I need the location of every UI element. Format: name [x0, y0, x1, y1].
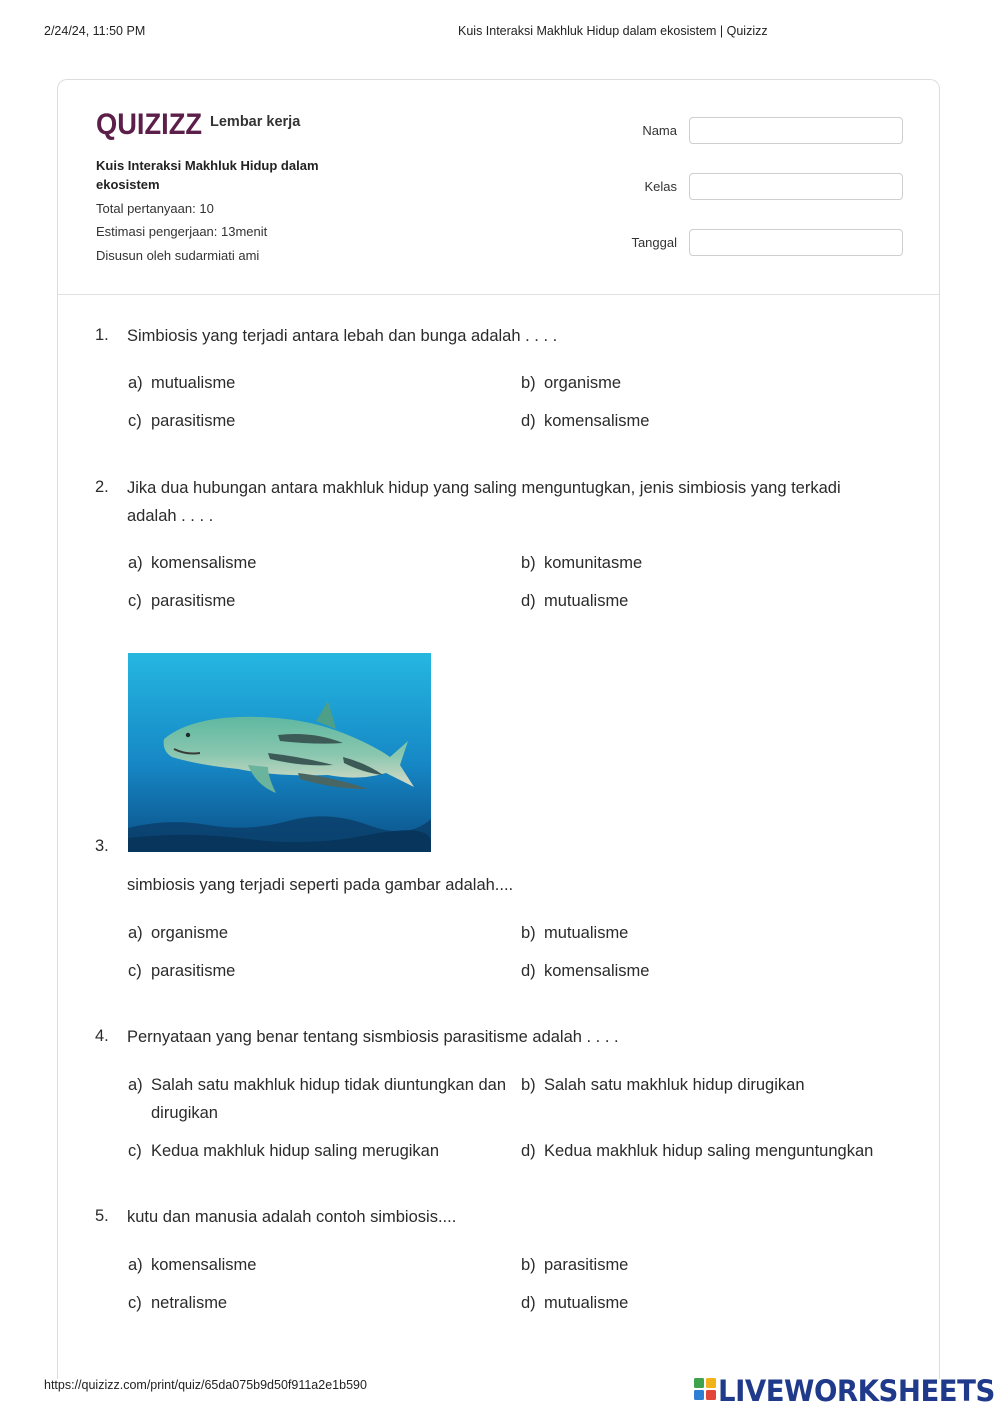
quizizz-logo [96, 106, 204, 140]
option-text: komensalisme [544, 412, 650, 430]
print-page-title: Kuis Interaksi Makhluk Hidup dalam ekosistem | Quizizz [458, 24, 768, 38]
name-field[interactable] [689, 117, 903, 144]
total-questions: Total pertanyaan: 10 [96, 201, 214, 216]
liveworksheets-text: LIVEWORKSHEETS [718, 1374, 995, 1408]
quiz-title: Kuis Interaksi Makhluk Hidup dalam ekosistem [96, 158, 319, 192]
option-letter: b) [521, 374, 536, 392]
option-letter: a) [128, 374, 143, 392]
footer-url: https://quizizz.com/print/quiz/65da075b9d50f911a2e1b590 [44, 1378, 367, 1392]
liveworksheets-badge-icon [694, 1378, 716, 1400]
option-letter: d) [521, 412, 536, 430]
option-text: mutualisme [544, 924, 629, 942]
option-text: komunitasme [544, 554, 643, 572]
option-text: komensalisme [544, 962, 650, 980]
option-letter: c) [128, 1294, 142, 1312]
option-text: organisme [544, 374, 622, 392]
worksheet-header [58, 80, 939, 295]
option-text: netralisme [151, 1294, 228, 1312]
question-text: Pernyataan yang benar tentang sismbiosis parasitisme adalah . . . . [127, 1028, 619, 1046]
option-text: Salah satu makhluk hidup tidak diuntungkan dan dirugikan [151, 1076, 506, 1122]
option-letter: b) [521, 554, 536, 572]
option-text: komensalisme [151, 1256, 257, 1274]
option-letter: b) [521, 1256, 536, 1274]
option-text: Kedua makhluk hidup saling menguntungkan [544, 1142, 874, 1160]
question-number: 4. [95, 1027, 109, 1045]
worksheet-label: Lembar kerja [210, 114, 301, 130]
option-letter: d) [521, 962, 536, 980]
question-number: 2. [95, 478, 109, 496]
option-letter: a) [128, 924, 143, 942]
question-text: Simbiosis yang terjadi antara lebah dan bunga adalah . . . . [127, 327, 558, 345]
shark-remora-image [128, 653, 431, 852]
option-text: mutualisme [544, 592, 629, 610]
option-letter: a) [128, 554, 143, 572]
question-text: simbiosis yang terjadi seperti pada gambar adalah.... [127, 876, 514, 894]
option-letter: b) [521, 1076, 536, 1094]
question-text: kutu dan manusia adalah contoh simbiosis.... [127, 1208, 457, 1226]
option-text: parasitisme [151, 592, 236, 610]
option-text: mutualisme [151, 374, 236, 392]
class-label: Kelas [644, 179, 677, 194]
option-letter: d) [521, 1142, 536, 1160]
option-letter: b) [521, 924, 536, 942]
liveworksheets-watermark [694, 1374, 995, 1408]
name-label: Nama [642, 123, 677, 138]
estimated-time: Estimasi pengerjaan: 13menit [96, 224, 268, 239]
quizizz-logo-text: QUIZIZZ [96, 108, 202, 140]
option-text: parasitisme [151, 962, 236, 980]
q4-option-a[interactable] [128, 1071, 508, 1127]
option-letter: a) [128, 1256, 143, 1274]
question-number: 5. [95, 1207, 109, 1225]
option-text: parasitisme [544, 1256, 629, 1274]
option-text: mutualisme [544, 1294, 629, 1312]
option-letter: c) [128, 412, 142, 430]
date-field[interactable] [689, 229, 903, 256]
question-number: 3. [95, 837, 109, 855]
date-label: Tanggal [631, 235, 677, 250]
print-datetime: 2/24/24, 11:50 PM [44, 24, 146, 38]
author: Disusun oleh sudarmiati ami [96, 248, 260, 263]
option-text: Kedua makhluk hidup saling merugikan [151, 1142, 440, 1160]
class-field[interactable] [689, 173, 903, 200]
option-text: Salah satu makhluk hidup dirugikan [544, 1076, 805, 1094]
option-text: parasitisme [151, 412, 236, 430]
shark-illustration [128, 653, 431, 852]
option-letter: a) [128, 1076, 143, 1094]
question-text: Jika dua hubungan antara makhluk hidup yang saling menguntugkan, jenis simbiosis yang terkadi adalah . . . . [127, 479, 841, 525]
option-text: komensalisme [151, 554, 257, 572]
option-letter: c) [128, 592, 142, 610]
option-letter: c) [128, 962, 142, 980]
option-letter: c) [128, 1142, 142, 1160]
option-text: organisme [151, 924, 229, 942]
option-letter: d) [521, 1294, 536, 1312]
print-header [44, 24, 956, 42]
option-letter: d) [521, 592, 536, 610]
question-number: 1. [95, 326, 109, 344]
